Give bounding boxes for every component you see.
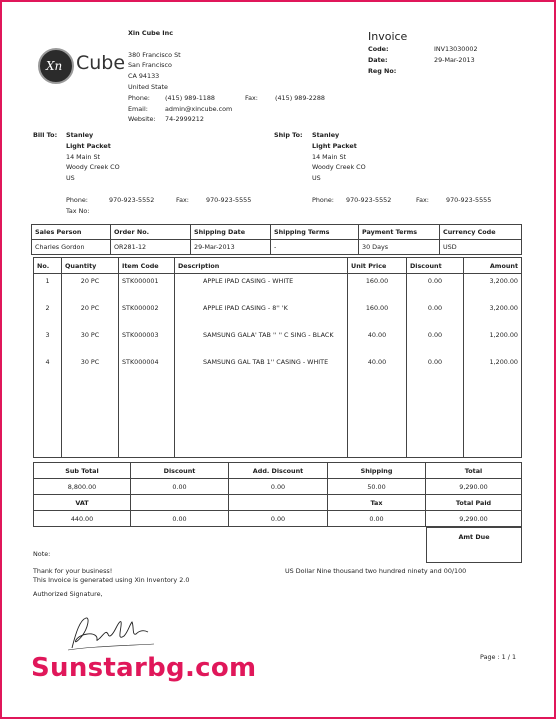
items-header-cell: Description xyxy=(175,258,348,274)
sales-value-cell: OR281-12 xyxy=(111,240,191,255)
invoice-code: INV13030002 xyxy=(434,45,478,53)
fax-label: Fax: xyxy=(245,93,258,102)
item-qty: 30 PC xyxy=(62,328,119,355)
item-code: STK000002 xyxy=(119,301,175,328)
items-header-cell: Unit Price xyxy=(348,258,407,274)
item-discount: 0.00 xyxy=(407,274,464,301)
item-no: 4 xyxy=(34,355,62,382)
bill-to-street: 14 Main St xyxy=(66,152,101,161)
ship-to-fax: 970-923-5555 xyxy=(446,195,492,204)
totals-value-row xyxy=(34,479,522,495)
company-name: Xin Cube Inc xyxy=(128,29,173,37)
item-unit-price: 40.00 xyxy=(348,355,407,382)
item-code: STK000003 xyxy=(119,328,175,355)
email-label: Email: xyxy=(128,104,148,113)
tax-value: 0.00 xyxy=(328,511,426,527)
item-discount: 0.00 xyxy=(407,301,464,328)
sales-header-cell: Shipping Date xyxy=(191,225,271,240)
totals-header-cell: Sub Total xyxy=(34,463,131,479)
ship-to-country: US xyxy=(312,174,321,183)
bill-to-tax-label: Tax No: xyxy=(66,206,90,215)
total-value: 9,290.00 xyxy=(426,479,522,495)
company-email: admin@xincube.com xyxy=(165,104,233,113)
sales-info-value-row xyxy=(32,240,522,255)
item-desc: SAMSUNG GAL TAB 1'' CASING - WHITE xyxy=(175,355,348,382)
item-no: 3 xyxy=(34,328,62,355)
sales-value-cell: - xyxy=(271,240,359,255)
company-details xyxy=(128,28,325,125)
logo-text: Cube xyxy=(76,52,126,74)
watermark-text: Sunstarbg.com xyxy=(31,653,257,683)
bill-to-block xyxy=(33,130,251,216)
item-amount: 3,200.00 xyxy=(464,301,522,328)
table-filler-row xyxy=(34,382,522,458)
ship-to-street: 14 Main St xyxy=(312,152,347,161)
ship-to-city: Woody Creek CO xyxy=(312,163,366,172)
table-row xyxy=(34,355,522,382)
sales-value-cell: 29-Mar-2013 xyxy=(191,240,271,255)
table-row xyxy=(34,301,522,328)
items-header-cell: No. xyxy=(34,258,62,274)
items-header-cell: Discount xyxy=(407,258,464,274)
totals-header-cell: Shipping xyxy=(328,463,426,479)
item-qty: 30 PC xyxy=(62,355,119,382)
bill-to-phone-label: Phone: xyxy=(66,195,88,204)
invoice-meta xyxy=(368,44,478,77)
item-qty: 20 PC xyxy=(62,274,119,301)
item-unit-price: 160.00 xyxy=(348,301,407,328)
item-amount: 1,200.00 xyxy=(464,328,522,355)
bill-to-name: Stanley xyxy=(66,131,94,139)
company-website: 74-2999212 xyxy=(165,115,204,124)
items-header-cell: Item Code xyxy=(119,258,175,274)
totals-header-cell: VAT xyxy=(34,495,131,511)
vat-value: 440.00 xyxy=(34,511,131,527)
totals-header-cell: Total Paid xyxy=(426,495,522,511)
company-address-line: United State xyxy=(128,82,168,91)
totals-header-cell xyxy=(131,495,229,511)
totals-header-cell: Add. Discount xyxy=(229,463,328,479)
company-address-line: San Francisco xyxy=(128,61,172,70)
page-number: Page : 1 / 1 xyxy=(480,653,517,661)
item-desc: APPLE IPAD CASING - WHITE xyxy=(175,274,348,301)
sales-header-cell: Shipping Terms xyxy=(271,225,359,240)
amount-due-label: Amt Due xyxy=(458,533,490,541)
sales-value-cell: USD xyxy=(440,240,522,255)
generated-text: This Invoice is generated using Xin Inventory 2.0 xyxy=(33,576,190,584)
ship-to-phone: 970-923-5552 xyxy=(346,195,392,204)
item-code: STK000001 xyxy=(119,274,175,301)
logo-initial: Xn xyxy=(46,59,63,73)
totals-header-cell: Tax xyxy=(328,495,426,511)
ship-to-block xyxy=(274,130,491,206)
sales-info-header-row xyxy=(32,225,522,240)
ship-to-company: Light Packet xyxy=(312,141,357,150)
amount-in-words: US Dollar Nine thousand two hundred ninety and 00/100 xyxy=(285,567,467,575)
discount-value: 0.00 xyxy=(131,479,229,495)
sales-value-cell: Charles Gordon xyxy=(32,240,111,255)
totals-header-cell xyxy=(229,495,328,511)
sales-header-cell: Order No. xyxy=(111,225,191,240)
sales-value-cell: 30 Days xyxy=(359,240,440,255)
sales-header-cell: Sales Person xyxy=(32,225,111,240)
authorized-signature-label: Authorized Signature, xyxy=(33,590,103,598)
invoice-title: Invoice xyxy=(368,30,408,43)
company-logo xyxy=(38,48,74,84)
amount-due-box xyxy=(426,527,522,563)
code-label: Code: xyxy=(368,45,389,53)
totals-header-row xyxy=(34,463,522,479)
item-desc: APPLE IPAD CASING - 8'' 'K xyxy=(175,301,348,328)
ship-to-label: Ship To: xyxy=(274,131,303,139)
item-unit-price: 160.00 xyxy=(348,274,407,301)
reg-label: Reg No: xyxy=(368,67,397,75)
items-header-row xyxy=(34,258,522,274)
bill-to-label: Bill To: xyxy=(33,131,58,139)
sales-info-table xyxy=(31,224,522,255)
bill-to-country: US xyxy=(66,174,75,183)
totals-header-cell: Discount xyxy=(131,463,229,479)
item-code: STK000004 xyxy=(119,355,175,382)
item-unit-price: 40.00 xyxy=(348,328,407,355)
sales-header-cell: Currency Code xyxy=(440,225,522,240)
company-address-line: CA 94133 xyxy=(128,72,160,81)
value-cell: 0.00 xyxy=(229,511,328,527)
item-amount: 3,200.00 xyxy=(464,274,522,301)
total-paid-value: 9,290.00 xyxy=(426,511,522,527)
subtotal-value: 8,800.00 xyxy=(34,479,131,495)
totals-header-cell: Total xyxy=(426,463,522,479)
ship-to-name: Stanley xyxy=(312,131,340,139)
item-no: 1 xyxy=(34,274,62,301)
totals-header-row xyxy=(34,495,522,511)
bill-to-company: Light Packet xyxy=(66,141,111,150)
company-address-line: 380 Francisco St xyxy=(128,50,181,59)
phone-label: Phone: xyxy=(128,93,150,102)
bill-to-fax: 970-923-5555 xyxy=(206,195,252,204)
item-no: 2 xyxy=(34,301,62,328)
invoice-date: 29-Mar-2013 xyxy=(434,56,475,64)
thanks-text: Thank for your business! xyxy=(33,567,113,575)
value-cell: 0.00 xyxy=(131,511,229,527)
bill-to-phone: 970-923-5552 xyxy=(109,195,155,204)
line-items-table xyxy=(33,257,522,458)
bill-to-city: Woody Creek CO xyxy=(66,163,120,172)
item-amount: 1,200.00 xyxy=(464,355,522,382)
item-discount: 0.00 xyxy=(407,328,464,355)
note-label: Note: xyxy=(33,550,51,558)
item-discount: 0.00 xyxy=(407,355,464,382)
table-row xyxy=(34,328,522,355)
totals-value-row xyxy=(34,511,522,527)
company-phone: (415) 989-1188 xyxy=(165,93,215,102)
ship-to-fax-label: Fax: xyxy=(416,195,429,204)
item-qty: 20 PC xyxy=(62,301,119,328)
totals-table xyxy=(33,462,522,527)
signature-image xyxy=(66,610,176,655)
ship-to-phone-label: Phone: xyxy=(312,195,334,204)
item-desc: SAMSUNG GALA' TAB '' '' C SING - BLACK xyxy=(175,328,348,355)
bill-to-fax-label: Fax: xyxy=(176,195,189,204)
website-label: Website: xyxy=(128,115,156,124)
items-header-cell: Amount xyxy=(464,258,522,274)
items-header-cell: Quantity xyxy=(62,258,119,274)
company-fax: (415) 989-2288 xyxy=(275,93,325,102)
shipping-value: 50.00 xyxy=(328,479,426,495)
date-label: Date: xyxy=(368,56,388,64)
add-discount-value: 0.00 xyxy=(229,479,328,495)
table-row xyxy=(34,274,522,301)
sales-header-cell: Payment Terms xyxy=(359,225,440,240)
